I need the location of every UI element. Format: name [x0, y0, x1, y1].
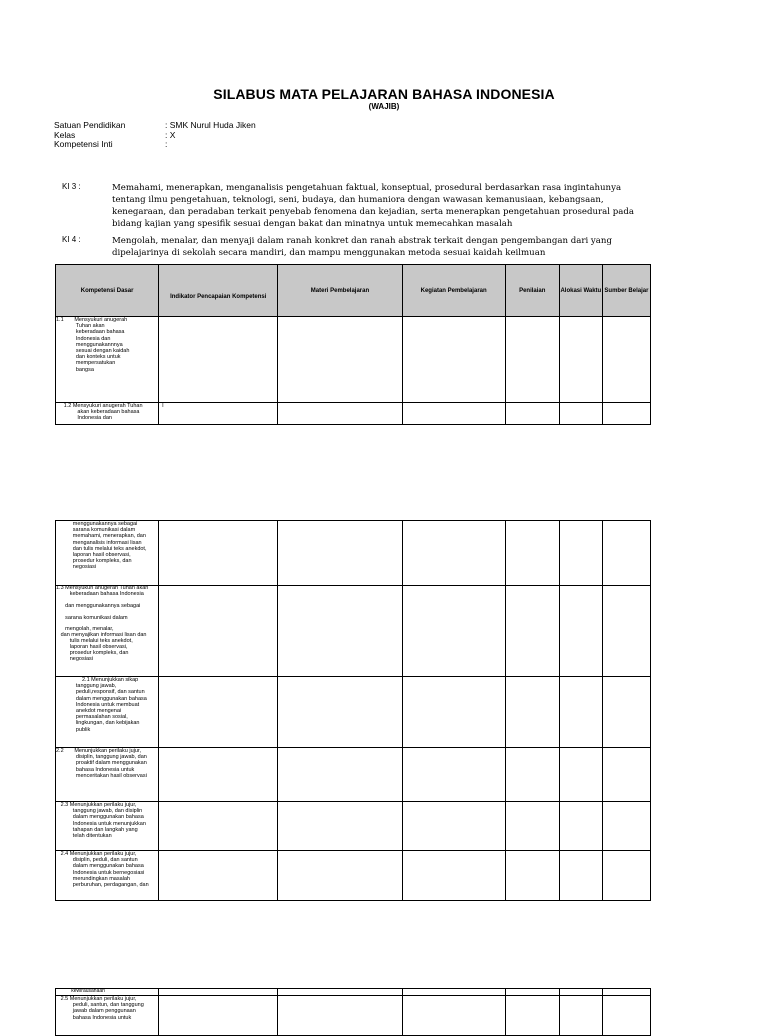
page-title: SILABUS MATA PELAJARAN BAHASA INDONESIA [213, 86, 555, 102]
kd-cell: 2.2 Menunjukkan perilaku jujur, disiplin, tanggung jawab, dan proaktif dalam menggunakan bahasa Indonesia untuk menceritakan hasil observasi [56, 748, 159, 802]
school-label: Satuan Pendidikan [54, 120, 126, 130]
kd-cell: 2.1 Menunjukkan sikap tanggung jawab, peduli,responsif, dan santun dalam menggunakan bahasa Indonesia untuk membuat anekdot mengenai permasalahan sosial, lingkungan, dan kebijakan publik [56, 677, 159, 748]
syllabus-table-page2 [55, 520, 651, 901]
kd-cell: kewirausahaan [56, 989, 159, 996]
table-row [56, 748, 651, 802]
table-row [56, 317, 651, 403]
ki4-text: Mengolah, menalar, dan menyaji dalam ranah konkret dan ranah abstrak terkait dengan pengembangan dari yang dipelajarinya di sekolah secara mandiri, dan mampu menggunakan metoda sesuai kaidah keilmuan [112, 236, 612, 258]
meta-block [54, 121, 256, 150]
header-materi: Materi Pembelajaran [278, 265, 402, 317]
class-label: Kelas [54, 129, 76, 140]
header-penilaian: Penilaian [505, 265, 559, 317]
header-alokasi: Alokasi Waktu [559, 265, 602, 317]
table-row [56, 403, 651, 425]
ki3-label: KI 3 : [62, 182, 81, 191]
ki-label: Kompetensi Inti [54, 139, 113, 149]
syllabus-table-page3 [55, 988, 651, 1036]
table-row [56, 586, 651, 677]
table-row [56, 802, 651, 851]
kd-cell: 1.1 Mensyukuri anugerah Tuhan akan keberadaan bahasa Indonesia dan menggunakannnya sesuai dengan kaidah dan konteks untuk mempersatukan bangsa [56, 317, 159, 403]
header-kd: Kompetensi Dasar [56, 265, 159, 317]
page-subtitle: (WAJIB) [368, 102, 400, 111]
class-value: : X [165, 129, 176, 140]
ki4-label: KI 4 : [62, 235, 81, 244]
table-row [56, 989, 651, 996]
syllabus-table-page1 [55, 264, 651, 425]
kd-cell: 1.2 Mensyukuri anugerah Tuhan akan keberadaan bahasa Indonesia dan [56, 403, 159, 425]
kd-cell: 2.5 Menunjukkan perilaku jujur, peduli, santun, dan tanggung jawab dalam penggunaan bahasa Indonesia untuk [56, 996, 159, 1036]
kd-cell: 1.3 Mensyukuri anugerah Tuhan akan keberadaan bahasa Indonesia dan menggunakannya sebagai sarana komunikasi dalam mengolah, menalar, dan menyajikan informasi lisan dan tulis melalui teks anekdot, laporan hasil observasi, prosedur kompleks, dan negosiasi [56, 586, 159, 677]
ipk-cell: I [159, 403, 278, 425]
kd-cell: menggunakannya sebagai sarana komunikasi dalam memahami, menerapkan, dan menganalisis informasi lisan dan tulis melalui teks anekdot, laporan hasil observasi, prosedur kompleks, dan negosiasi [56, 521, 159, 586]
table-row [56, 521, 651, 586]
kd-cell: 2.4 Menunjukkan perilaku jujur, disiplin, peduli, dan santun dalam menggunakan bahasa Indonesia untuk bernegosiasi merundingkan masalah perburuhan, perdagangan, dan [56, 851, 159, 901]
table-header-row [56, 265, 651, 317]
ki-value: : [165, 139, 168, 149]
ki3-text: Memahami, menerapkan, menganalisis pengetahuan faktual, konseptual, prosedural berdasarkan rasa ingintahunya tentang ilmu pengetahuan, teknologi, seni, budaya, dan humaniora dengan wawasan kemanusiaan, kebangsaan, kenegaraan, dan peradaban terkait penyebab fenomena dan kejadian, serta menerapkan pengetahuan prosedural pada bidang kajian yang spesifik sesuai dengan bakat dan minatnya untuk memecahkan masalah [112, 183, 635, 229]
header-ipk: Indikator Pencapaian Kompetensi [159, 265, 278, 317]
header-kegiatan: Kegiatan Pembelajaran [402, 265, 505, 317]
kd-cell: 2.3 Menunjukkan perilaku jujur, tanggung jawab, dan disiplin dalam menggunakan bahasa Indonesia untuk menunjukkan tahapan dan langkah yang telah ditentukan [56, 802, 159, 851]
school-value: : SMK Nurul Huda Jiken [165, 120, 256, 130]
table-row [56, 996, 651, 1036]
header-sumber: Sumber Belajar [602, 265, 650, 317]
table-row [56, 677, 651, 748]
table-row [56, 851, 651, 901]
